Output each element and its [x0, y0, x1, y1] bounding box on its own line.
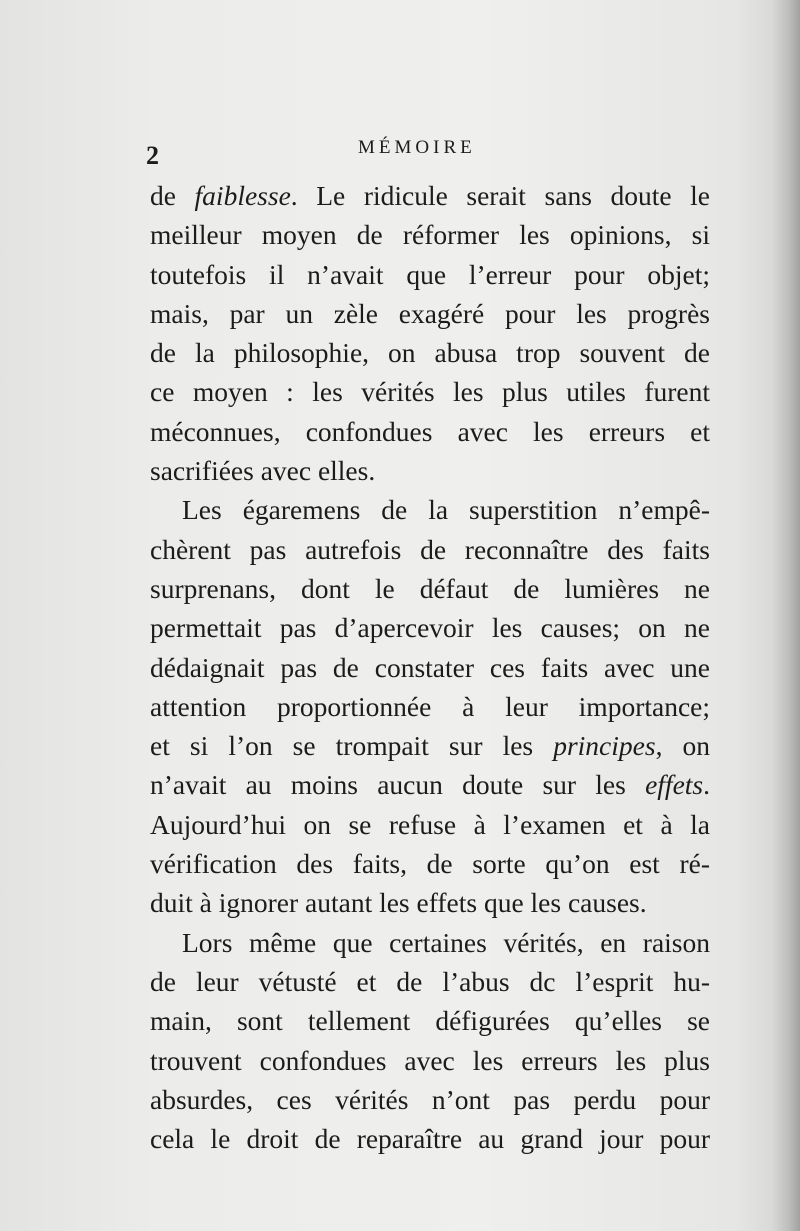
text-line: cela le droit de reparaître au grand jour pour [150, 1123, 710, 1155]
running-title: MÉMOIRE [358, 137, 476, 158]
page-spine-shadow [772, 0, 800, 1231]
italic-word: faiblesse [194, 180, 291, 211]
paragraph [150, 923, 710, 1159]
paragraph [150, 176, 710, 490]
text-line: Les égaremens de la superstition n’empê- [182, 494, 710, 526]
text-line: vérification des faits, de sorte qu’on est ré- [150, 848, 710, 880]
text-line: et si l’on se trompait sur les principes, on [150, 730, 711, 762]
text-line: permettait pas d’apercevoir les causes; on ne [150, 612, 710, 644]
paragraph [150, 490, 710, 922]
text-line: attention proportionnée à leur importance; [150, 690, 710, 722]
text-line: méconnues, confondues avec les erreurs et [150, 415, 710, 447]
text-line: chèrent pas autrefois de reconnaître des faits [150, 533, 710, 565]
text-line: mais, par un zèle exagéré pour les progrès [150, 297, 710, 329]
text-line: n’avait au moins aucun doute sur les effets. [150, 769, 710, 801]
text-line: dédaignait pas de constater ces faits avec une [150, 651, 710, 683]
text-line: toutefois il n’avait que l’erreur pour objet; [150, 258, 710, 290]
text-line: de la philosophie, on abusa trop souvent de [150, 337, 710, 369]
text-line: trouvent confondues avec les erreurs les plus [150, 1044, 710, 1076]
body-text [150, 176, 710, 1158]
text-line: meilleur moyen de réformer les opinions, si [150, 219, 710, 251]
text-line: de leur vétusté et de l’abus dc l’esprit hu- [150, 965, 710, 997]
text-line: duit à ignorer autant les effets que les causes. [150, 887, 647, 919]
italic-word: effets [645, 769, 704, 801]
text-line: Aujourd’hui on se refuse à l’examen et à la [150, 808, 710, 840]
text-line: surprenans, dont le défaut de lumières ne [150, 572, 710, 604]
text-line: main, sont tellement défigurées qu’elles se [150, 1005, 710, 1037]
text-line: de faiblesse. Le ridicule serait sans doute le [150, 180, 710, 211]
page-number: 2 [146, 141, 159, 170]
text-line: absurdes, ces vérités n’ont pas perdu pour [150, 1083, 710, 1115]
text-line: ce moyen : les vérités les plus utiles furent [150, 376, 710, 408]
text-line: sacrifiées avec elles. [150, 455, 376, 487]
italic-word: principes [553, 730, 656, 762]
text-line: Lors même que certaines vérités, en raison [182, 926, 710, 958]
